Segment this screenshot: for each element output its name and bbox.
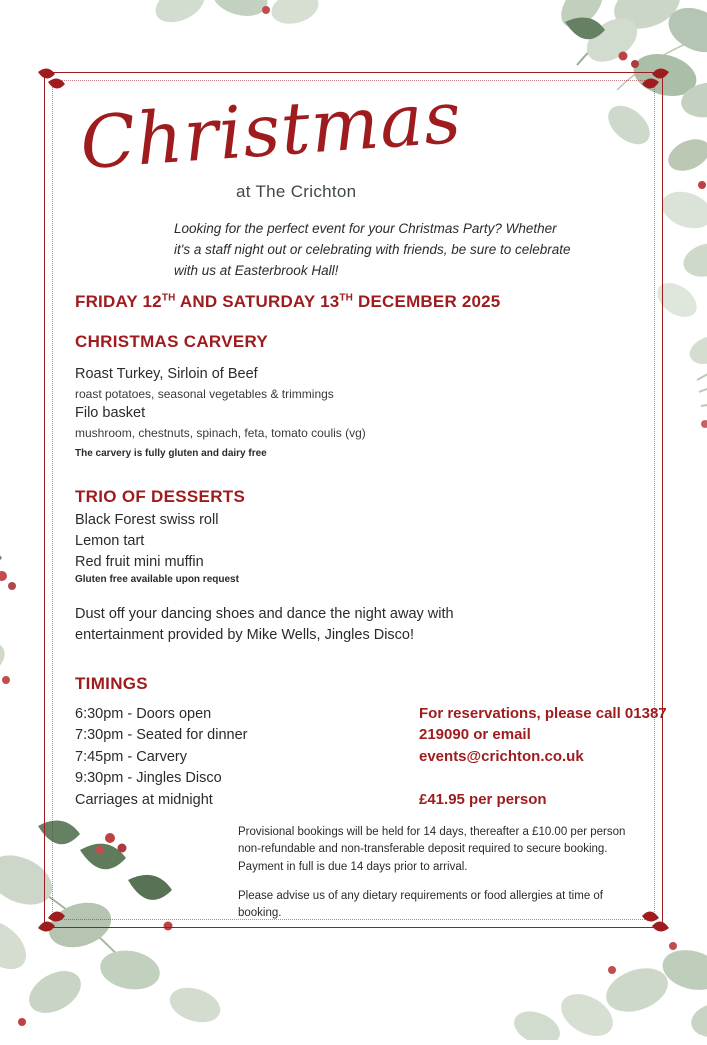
section-heading-desserts: TRIO OF DESSERTS — [75, 487, 246, 506]
entertainment-paragraph: Dust off your dancing shoes and dance the night away with entertainment provided by Mike Wells, Jingles Disco! — [75, 606, 454, 644]
timing-item: Carriages at midnight — [75, 792, 213, 808]
timing-item: 9:30pm - Jingles Disco — [75, 770, 222, 786]
section-heading-carvery: CHRISTMAS CARVERY — [75, 332, 269, 351]
reservations-contact: For reservations, please call 01387 219090 or email events@crichton.co.uk — [419, 705, 667, 765]
fineprint-block — [238, 824, 638, 934]
dessert-item-2: Lemon tart — [75, 533, 145, 549]
event-date-line — [75, 292, 500, 312]
date-suffix: DECEMBER 2025 — [353, 292, 501, 311]
carvery-dietary-note: The carvery is fully gluten and dairy free — [75, 448, 267, 459]
carvery-item-1: Roast Turkey, Sirloin of Beef — [75, 366, 258, 382]
price-per-person: £41.95 per person — [419, 791, 547, 808]
timing-item: 6:30pm - Doors open — [75, 706, 212, 722]
date-mid: AND SATURDAY 13 — [175, 292, 340, 311]
fineprint-paragraph-1: Provisional bookings will be held for 14 days, thereafter a £10.00 per person non-refundable and non-transferable deposit required to secure booking. Payment in full is due 14 days prior to arrival. — [238, 826, 626, 873]
carvery-item-1-sub: roast potatoes, seasonal vegetables & trimmings — [75, 387, 334, 401]
desserts-dietary-note: Gluten free available upon request — [75, 574, 239, 585]
timing-item: 7:30pm - Seated for dinner — [75, 727, 248, 743]
intro-paragraph: Looking for the perfect event for your Christmas Party? Whether it's a staff night out or celebrating with friends, be sure to celebrate with us at Easterbrook Hall! — [174, 221, 571, 278]
carvery-item-2-sub: mushroom, chestnuts, spinach, feta, tomato coulis (vg) — [75, 426, 366, 440]
page-subtitle: at The Crichton — [236, 182, 357, 201]
dessert-item-1: Black Forest swiss roll — [75, 512, 219, 528]
fineprint-paragraph-2: Please advise us of any dietary requirements or food allergies at time of booking. — [238, 889, 603, 919]
date-ordinal-2: TH — [339, 292, 354, 304]
timing-item: 7:45pm - Carvery — [75, 749, 188, 765]
section-heading-timings: TIMINGS — [75, 674, 148, 693]
date-ordinal-1: TH — [161, 292, 176, 304]
carvery-item-2: Filo basket — [75, 405, 146, 421]
dessert-item-3: Red fruit mini muffin — [75, 554, 204, 570]
page-title: Christmas — [77, 74, 465, 186]
date-prefix: FRIDAY 12 — [75, 292, 162, 311]
